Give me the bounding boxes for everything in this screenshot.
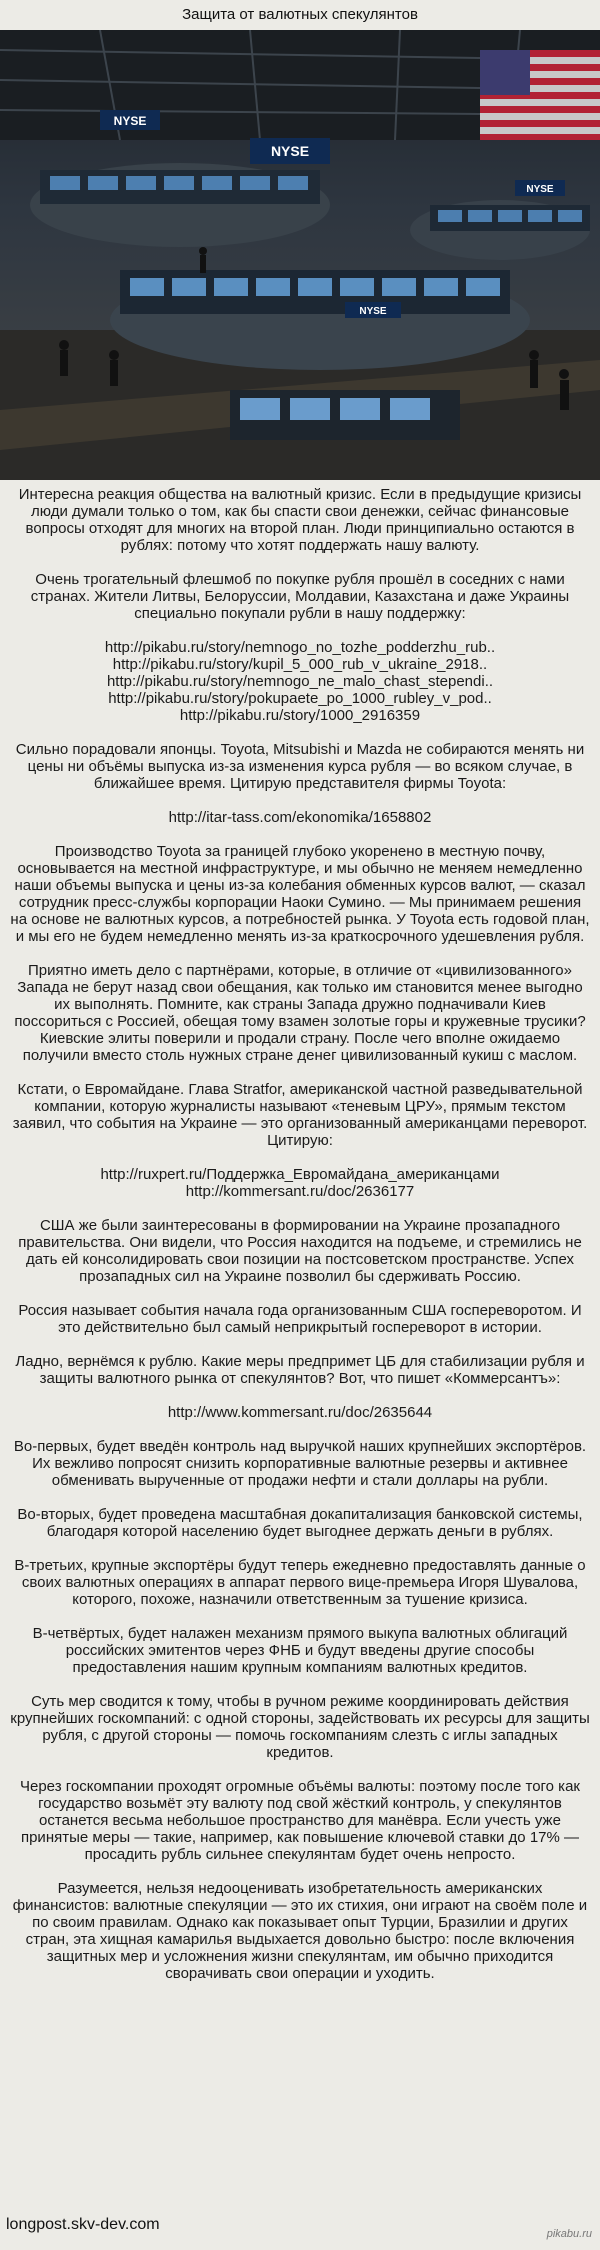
trading-floor-illustration	[0, 30, 600, 480]
source-domain[interactable]: longpost.skv-dev.com	[6, 2216, 160, 2233]
link[interactable]: http://kommersant.ru/doc/2636177	[185, 1183, 415, 1200]
footer	[0, 2208, 600, 2250]
nyse-sign	[515, 180, 565, 196]
paragraph: Производство Toyota за границей глубоко укоренено в местную почву, основывается на местной инфраструктуре, и мы обычно не меняем немедленно наши объемы выпуска и цены из-за колебания обменных курсов валют, — сказал сотрудник пресс-службы корпорации Наоки Сумино. — Мы принимаем решения на основе не валютных курсов, а потребностей рынка. У Toyota есть годовой план, и мы его не будем немедленно менять из-за краткосрочного удешевления рубля.	[10, 843, 590, 945]
paragraph: Кстати, о Евромайдане. Глава Stratfor, американской частной разведывательной компании, которую журналисты называют «теневым ЦРУ», прямым текстом заявил, что события на Украине — это организованный американцами переворот. Цитирую:	[12, 1081, 588, 1149]
paragraph: Разумеется, нельзя недооценивать изобретательность американских финансистов: валютные спекуляции — это их стихия, они играют на своём поле и по своим правилам. Однако как показывает опыт Турции, Бразилии и других стран, эта хищная камарилья выдыхается довольно быстро: после включения защитных мер и усложнения жизни спекулянтам, им обычно приходится сворачивать свои операции и уходить.	[12, 1880, 588, 1982]
paragraph: В-четвёртых, будет налажен механизм прямого выкупа валютных облигаций российских эмитентов через ФНБ и будут введены другие способы предоставления нашим крупным компаниям валютных кредитов.	[32, 1625, 568, 1676]
link[interactable]: http://pikabu.ru/story/pokupaete_po_1000_rubley_v_pod..	[108, 690, 492, 707]
paragraph: Во-вторых, будет проведена масштабная докапитализация банковской системы, благодаря которой населению будет выгоднее держать деньги в рублях.	[17, 1506, 583, 1540]
watermark: pikabu.ru	[546, 2228, 592, 2240]
link[interactable]: http://ruxpert.ru/Поддержка_Евромайдана_американцами	[100, 1166, 500, 1183]
paragraph: Через госкомпании проходят огромные объёмы валюты: поэтому после того как государство возьмёт эту валюту под свой жёсткий контроль, у спекулянтов останется весьма небольшое пространство для манёвра. Если учесть уже принятые меры — такие, например, как повышение ключевой ставки до 17% — просадить рубль сильнее спекулянтам будет очень непросто.	[20, 1778, 580, 1863]
article-body	[0, 480, 600, 1982]
paragraph: Приятно иметь дело с партнёрами, которые, в отличие от «цивилизованного» Запада не берут назад свои обещания, как только им становится менее выгодно их выполнять. Помните, как страны Запада дружно подначивали Киев поссориться с Россией, обещая тому взамен золотые горы и кружевные трусики? Киевские элиты поверили и продали страну. После чего вполне ожидаемо получили вместо столь нужных стране денег цивилизованный кукиш с маслом.	[14, 962, 586, 1064]
link[interactable]: http://pikabu.ru/story/nemnogo_ne_malo_chast_stependi..	[106, 673, 494, 690]
stock-exchange-photo	[0, 30, 600, 480]
paragraph: Интересна реакция общества на валютный кризис. Если в предыдущие кризисы люди думали только о том, как бы спасти свои денежки, сейчас финансовые вопросы отходят для многих на второй план. Люди принципиально остаются в рублях: потому что хотят поддержать нашу валюту.	[18, 486, 582, 554]
paragraph: США же были заинтересованы в формировании на Украине прозападного правительства. Они видели, что Россия находится на подъеме, и стремились не дать ей консолидировать свои позиции на постсоветском пространстве. Успех прозападных сил на Украине позволил бы сдерживать Россию.	[18, 1217, 582, 1285]
paragraph: Во-первых, будет введён контроль над выручкой наших крупнейших экспортёров. Их вежливо попросят снизить корпоративные валютные резервы и активнее обменивать вырученные от продажи нефти и стали доллары на рубли.	[13, 1438, 587, 1489]
paragraph: Очень трогательный флешмоб по покупке рубля прошёл в соседних с нами странах. Жители Литвы, Белоруссии, Молдавии, Казахстана и даже Украины специально покупали рубли в нашу поддержку:	[30, 571, 570, 622]
svg-text:NYSE: NYSE	[113, 114, 147, 128]
svg-text:NYSE: NYSE	[270, 143, 310, 159]
link-list	[10, 639, 590, 724]
paragraph: В-третьих, крупные экспортёры будут теперь ежедневно предоставлять данные о своих валютных операциях в аппарат первого вице-премьера Игоря Шувалова, которого, похоже, назначили ответственным за тушение кризиса.	[14, 1557, 586, 1608]
flag-shape	[480, 50, 600, 140]
svg-text:NYSE: NYSE	[526, 184, 554, 195]
link[interactable]: http://pikabu.ru/story/kupil_5_000_rub_v_ukraine_2918..	[112, 656, 488, 673]
link-list	[10, 1166, 590, 1200]
paragraph: Сильно порадовали японцы. Toyota, Mitsubishi и Mazda не собираются менять ни цены ни объёмы выпуска из-за изменения курса рубля — во всяком случае, в ближайшее время. Цитирую представителя фирмы Toyota:	[15, 741, 585, 792]
paragraph: Ладно, вернёмся к рублю. Какие меры предпримет ЦБ для стабилизации рубля и защиты валютного рынка от спекулянтов? Вот, что пишет «Коммерсантъ»:	[15, 1353, 585, 1387]
link[interactable]: http://pikabu.ru/story/1000_2916359	[179, 707, 421, 724]
link[interactable]: http://pikabu.ru/story/nemnogo_no_tozhe_podderzhu_rub..	[104, 639, 496, 656]
link[interactable]: http://www.kommersant.ru/doc/2635644	[167, 1404, 433, 1421]
nyse-sign	[345, 302, 401, 318]
page-title: Защита от валютных спекулянтов	[0, 0, 600, 30]
svg-text:NYSE: NYSE	[359, 306, 387, 317]
link[interactable]: http://itar-tass.com/ekonomika/1658802	[168, 809, 432, 826]
paragraph: Россия называет события начала года организованным США госпереворотом. И это действительно был самый неприкрытый госпереворот в истории.	[18, 1302, 582, 1336]
nyse-sign	[100, 110, 160, 130]
paragraph: Суть мер сводится к тому, чтобы в ручном режиме координировать действия крупнейших госкомпаний: с одной стороны, задействовать их ресурсы для защиты рубля, с другой стороны — помочь госкомпаниям слезть с иглы западных кредитов.	[10, 1693, 590, 1761]
nyse-sign	[250, 138, 330, 164]
